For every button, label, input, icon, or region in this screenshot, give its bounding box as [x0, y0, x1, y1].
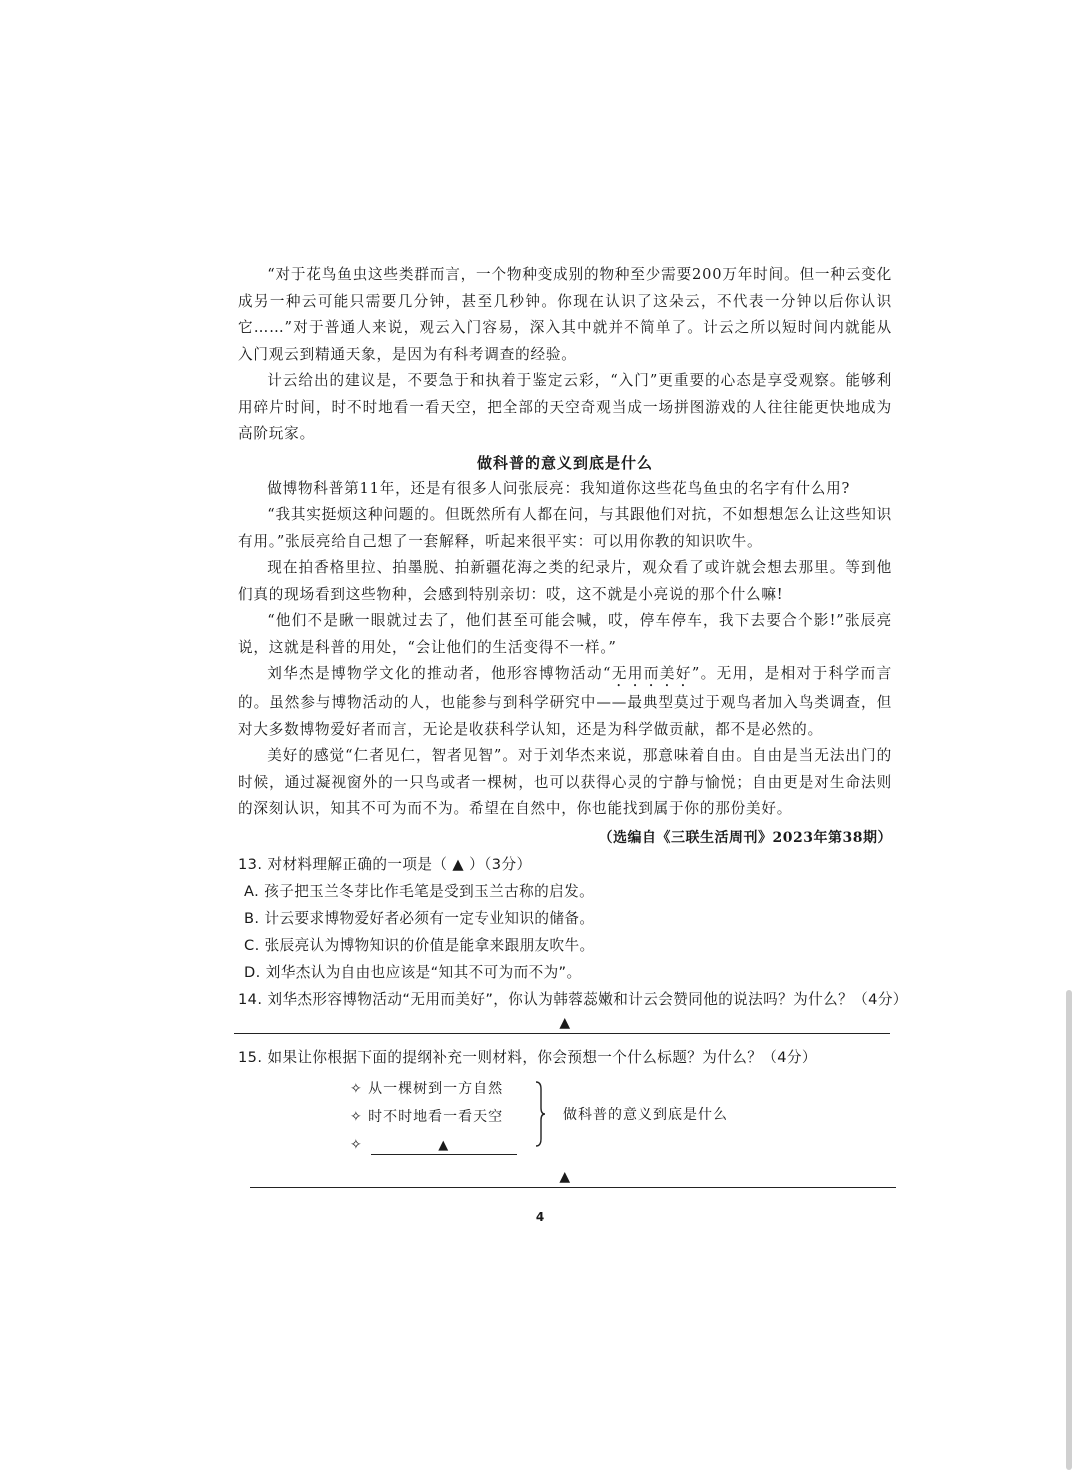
question-14-stem: 14. 刘华杰形容博物活动“无用而美好”，你认为韩蓉蕊嫩和计云会赞同他的说法吗？为什么？（4分） [238, 990, 908, 1008]
source-citation: （选编自《三联生活周刊》2023年第38期） [598, 829, 892, 846]
question-15-answer-mark: ▲ [559, 1168, 571, 1185]
section-paragraph-2: “我其实挺烦这种问题的。但既然所有人都在问，与其跟他们对抗，不如想想怎么让这些知识有用。”张辰亮给自己想了一套解释，听起来很平实：可以用你教的知识吹牛。 [238, 506, 892, 550]
outline-item-1: ✧ 从一棵树到一方自然 [350, 1080, 504, 1097]
outline-item-3 [350, 1135, 517, 1155]
question-14-answer-mark: ▲ [559, 1014, 571, 1031]
liu-paragraph [238, 661, 892, 743]
liu-paragraph-rest: ”。无用，是相对于科学而言的。虽然参与博物活动的人，也能参与到科学研究中——最典型莫过于观鸟者加入鸟类调查，但对大多数博物爱好者而言，无论是收获科学认知，还是为科学做贡献，都不是必然的。 [238, 665, 892, 738]
question-15-answer-line [250, 1187, 896, 1188]
right-brace-icon [535, 1081, 545, 1147]
section-paragraph-4: “他们不是瞅一眼就过去了，他们甚至可能会喊，哎，停车停车，我下去要合个影!”张辰亮说，这就是科普的用处，“会让他们的生活变得不一样。” [238, 612, 892, 656]
passage-paragraph-2: 计云给出的建议是，不要急于和执着于鉴定云彩，“入门”更重要的心态是享受观察。能够利用碎片时间，时不时地看一看天空，把全部的天空奇观当成一场拼图游戏的人往往能更快地成为高阶玩家。 [238, 372, 892, 442]
question-14-answer-line [234, 1033, 890, 1034]
outline-blank: ▲ [371, 1138, 517, 1155]
question-15-outline [238, 1077, 892, 1167]
question-13-option-a: A. 孩子把玉兰冬芽比作毛笔是受到玉兰古称的启发。 [244, 882, 595, 900]
question-13-option-d: D. 刘华杰认为自由也应该是“知其不可为而不为”。 [244, 963, 582, 981]
questions-section [238, 851, 908, 1188]
question-13-option-c: C. 张辰亮认为博物知识的价值是能拿来跟朋友吹牛。 [244, 936, 595, 954]
question-13-option-b: B. 计云要求博物爱好者必须有一定专业知识的储备。 [244, 909, 595, 927]
exam-page [238, 262, 908, 1188]
dotted-phrase: 无用而美好 [611, 665, 692, 682]
section-title: 做科普的意义到底是什么 [476, 453, 653, 472]
section-paragraph-1: 做博物科普第11年，还是有很多人问张辰亮：我知道你这些花鸟鱼虫的名字有什么用? [267, 479, 851, 497]
question-15-stem: 15. 如果让你根据下面的提纲补充一则材料，你会预想一个什么标题？为什么？（4分） [238, 1048, 817, 1066]
outline-item-2: ✧ 时不时地看一看天空 [350, 1108, 504, 1125]
section-paragraph-3: 现在拍香格里拉、拍墨脱、拍新疆花海之类的纪录片，观众看了或许就会想去那里。等到他们真的现场看到这些物种，会感到特别亲切：哎，这不就是小亮说的那个什么嘛! [238, 559, 892, 603]
last-paragraph: 美好的感觉“仁者见仁，智者见智”。对于刘华杰来说，那意味着自由。自由是当无法出门的时候，通过凝视窗外的一只鸟或者一棵树，也可以获得心灵的宁静与愉悦；自由更是对生命法则的深刻认识，知其不可为而不为。希望在自然中，你也能找到属于你的那份美好。 [238, 747, 892, 817]
page-number: 4 [535, 1210, 545, 1224]
outline-item-3-bullet: ✧ [350, 1136, 363, 1153]
question-13-stem: 13. 对材料理解正确的一项是（ ▲ ）（3分） [238, 855, 532, 873]
scrollbar[interactable] [1066, 990, 1072, 1470]
liu-paragraph-start: 刘华杰是博物学文化的推动者，他形容博物活动“ [267, 665, 612, 682]
outline-target-title: 做科普的意义到底是什么 [563, 1106, 728, 1123]
passage-paragraph-1: “对于花鸟鱼虫这些类群而言，一个物种变成别的物种至少需要200万年时间。但一种云变化成另一种云可能只需要几分钟，甚至几秒钟。你现在认识了这朵云，不代表一分钟以后你认识它……”对于普通人来说，观云入门容易，深入其中就并不简单了。计云之所以短时间内就能从入门观云到精通天象，是因为有科考调查的经验。 [238, 266, 892, 363]
